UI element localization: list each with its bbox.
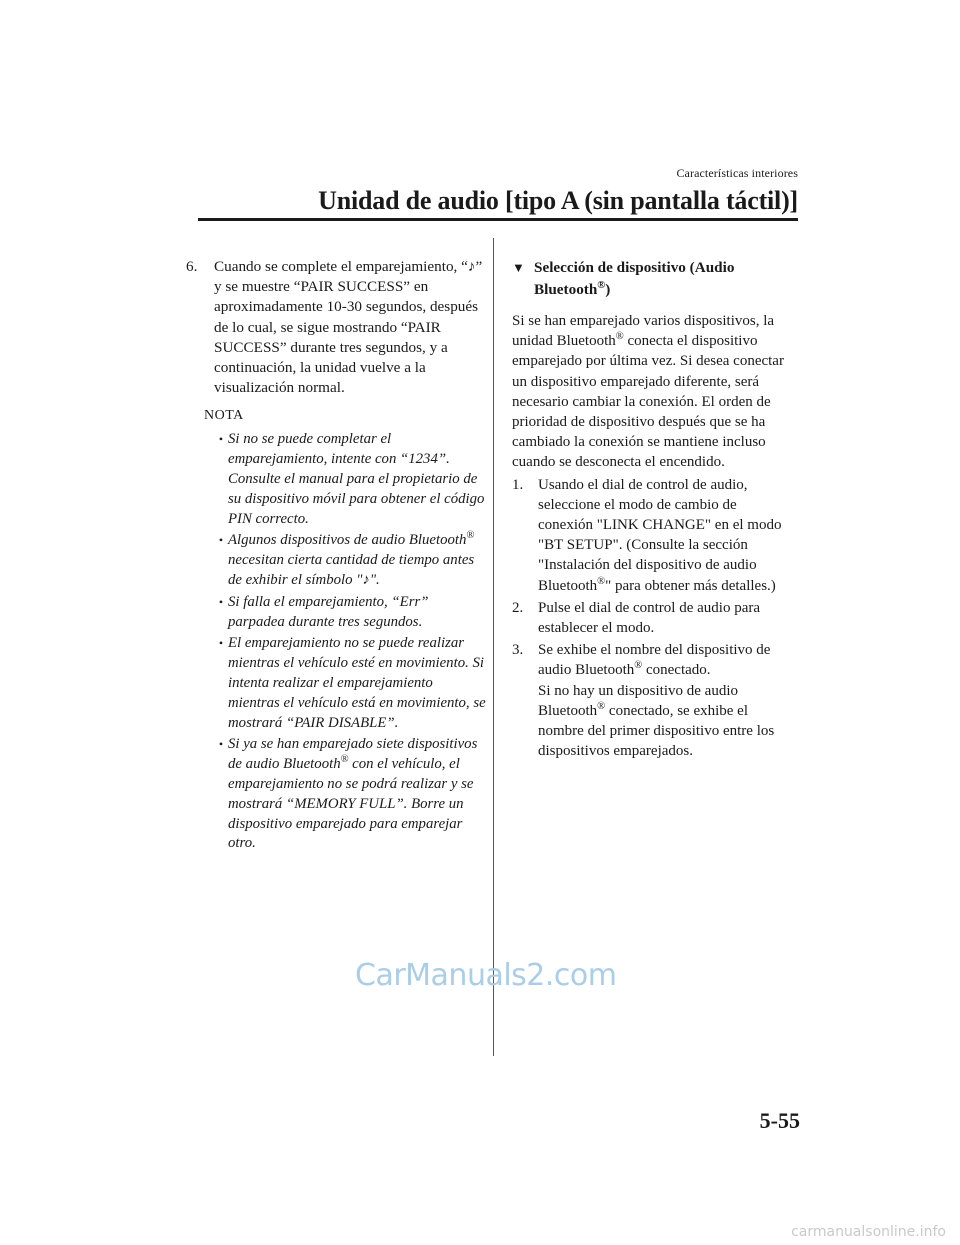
- step-3: 3. Se exhibe el nombre del dispositivo de audio Bluetooth® conectado. Si no hay un dispositivo de audio Bluetooth® conectado, se exhibe el nombre del primer dispositivo entre los dispositivos emparejados.: [512, 642, 775, 760]
- section-heading: ▼ Selección de dispositivo (Audio Bluetooth®): [512, 257, 792, 301]
- bullet-dot-icon: •: [218, 432, 224, 447]
- note-list: [214, 430, 486, 854]
- step-1: 1. Usando el dial de control de audio, seleccione el modo de cambio de conexión "LINK CHANGE" en el modo "BT SETUP". (Consulte la sección "Instalación del dispositivo de audio Bluetooth®" para obtener más detalles.): [512, 476, 782, 594]
- bullet-dot-icon: •: [218, 594, 224, 609]
- note-item: • Algunos dispositivos de audio Bluetooth® necesitan cierta cantidad de tiempo antes de exhibir el símbolo "♪".: [214, 531, 486, 590]
- column-divider: [493, 238, 494, 1056]
- header-rule: [198, 218, 798, 221]
- intro-paragraph: Si se han emparejado varios dispositivos, la unidad Bluetooth® conecta el dispositivo emparejado por última vez. Si desea conectar un dispositivo emparejado diferente, será necesario cambiar la conexión. El orden de prioridad de dispositivo después que se ha cambiado la conexión se mantiene incluso cuando se desconecta el encendido.: [512, 313, 784, 471]
- step-text: Cuando se complete el emparejamiento, “♪” y se muestre “PAIR SUCCESS” en aproximadamente 10-30 segundos, después de lo cual, se sigue mostrando “PAIR SUCCESS” durante tres segundos, y a continuación, la unidad vuelve a la visualización normal.: [214, 258, 483, 397]
- note-item: • Si ya se han emparejado siete dispositivos de audio Bluetooth® con el vehículo, el emparejamiento no se podrá realizar y se mostrará “MEMORY FULL”. Borre un dispositivo emparejado para emparejar otro.: [214, 735, 486, 854]
- bullet-dot-icon: •: [218, 636, 224, 651]
- section-label: Características interiores: [676, 166, 798, 180]
- page-number: 5-55: [759, 1108, 800, 1133]
- step-2: 2. Pulse el dial de control de audio para establecer el modo.: [512, 599, 761, 637]
- right-column: [512, 257, 792, 763]
- watermark-logo: CarManuals2.com: [355, 958, 617, 993]
- note-item: • Si falla el emparejamiento, “Err” parpadea durante tres segundos.: [214, 593, 486, 633]
- bullet-dot-icon: •: [218, 533, 224, 548]
- triangle-down-icon: ▼: [512, 260, 525, 275]
- note-item: • El emparejamiento no se puede realizar mientras el vehículo esté en movimiento. Si intenta realizar el emparejamiento mientras el vehículo está en movimiento, se mostrará “PAIR DISABLE”.: [214, 634, 486, 733]
- chapter-title: Unidad de audio [tipo A (sin pantalla táctil)]: [318, 186, 798, 215]
- step-number: 6.: [186, 258, 198, 275]
- note-heading: NOTA: [204, 408, 244, 424]
- note-item: • Si no se puede completar el emparejamiento, intente con “1234”. Consulte el manual para el propietario de su dispositivo móvil para obtener el código PIN correcto.: [214, 430, 486, 529]
- footer-watermark: carmanualsonline.info: [791, 1224, 946, 1240]
- bullet-dot-icon: •: [218, 737, 224, 752]
- left-column: [186, 257, 486, 856]
- step-6: [186, 257, 486, 398]
